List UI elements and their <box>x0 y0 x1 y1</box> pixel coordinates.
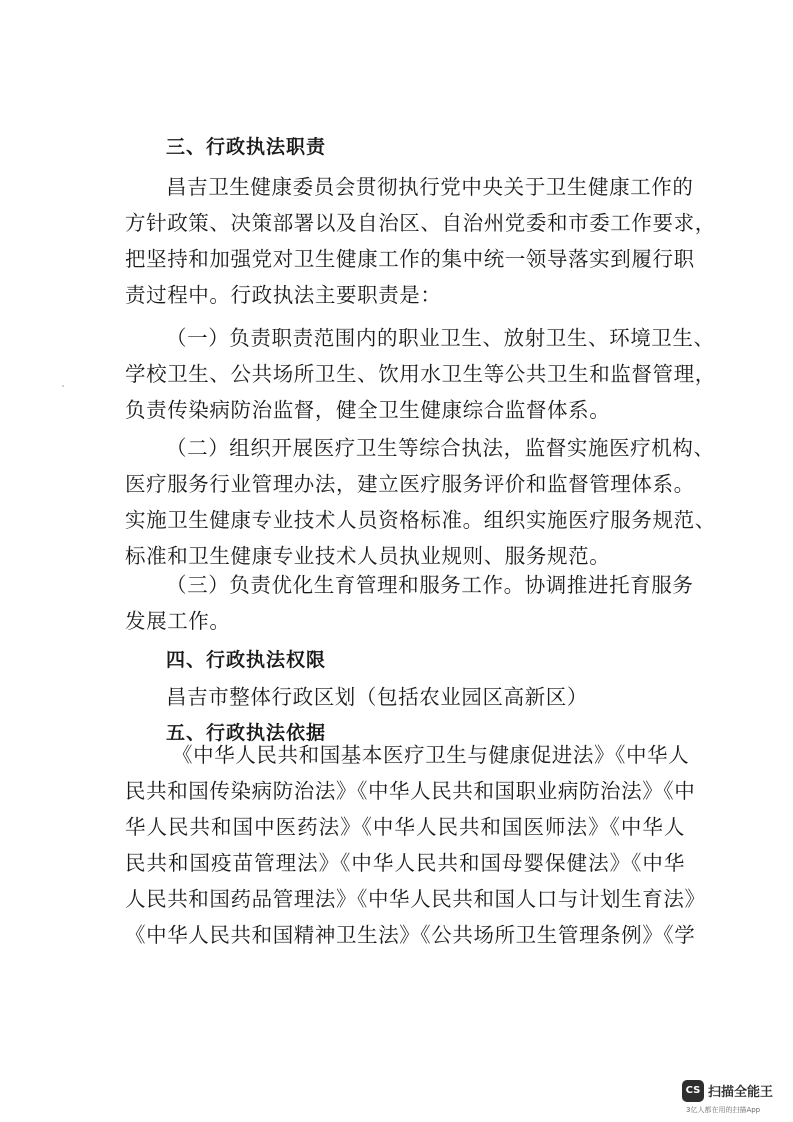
paragraph-line: 责过程中。行政执法主要职责是： <box>125 283 442 307</box>
legal-basis-line: 华人民共和国中医药法》《中华人民共和国医师法》《中华人 <box>125 815 685 839</box>
duty-item-2-line: （二）组织开展医疗卫生等综合执法，监督实施医疗机构、 <box>166 436 715 460</box>
watermark-app-name: 扫描全能王 <box>708 1085 774 1100</box>
duty-item-1-line: 学校卫生、公共场所卫生、饮用水卫生等公共卫生和监督管理， <box>125 362 716 386</box>
duty-item-2-line: 实施卫生健康专业技术人员资格标准。组织实施医疗服务规范、 <box>125 508 716 532</box>
legal-basis-line: 人民共和国药品管理法》《中华人民共和国人口与计划生育法》 <box>125 887 706 911</box>
duty-item-2-line: 标准和卫生健康专业技术人员执业规则、服务规范。 <box>125 544 611 568</box>
authority-text: 昌吉市整体行政区划（包括农业园区高新区） <box>166 685 588 709</box>
paragraph-line: 把坚持和加强党对卫生健康工作的集中统一领导落实到履行职 <box>125 247 695 271</box>
scanner-watermark <box>682 1080 786 1116</box>
section-heading-authority: 四、行政执法权限 <box>166 649 327 671</box>
camscanner-logo-icon: CS <box>682 1080 704 1102</box>
duty-item-2-line: 医疗服务行业管理办法，建立医疗服务评价和监督管理体系。 <box>125 472 695 496</box>
section-heading-legal-basis: 五、行政执法依据 <box>166 722 327 744</box>
paragraph-line: 昌吉卫生健康委员会贯彻执行党中央关于卫生健康工作的 <box>166 175 694 199</box>
legal-basis-line: 《中华人民共和国精神卫生法》《公共场所卫生管理条例》《学 <box>125 923 696 947</box>
legal-basis-line: 民共和国传染病防治法》《中华人民共和国职业病防治法》《中 <box>125 779 696 803</box>
duty-item-3-line: 发展工作。 <box>125 609 231 633</box>
legal-basis-line: 民共和国疫苗管理法》《中华人民共和国母婴保健法》《中华 <box>125 851 685 875</box>
duty-item-1-line: 负责传染病防治监督，健全卫生健康综合监督体系。 <box>125 398 611 422</box>
duty-item-3-line: （三）负责优化生育管理和服务工作。协调推进托育服务 <box>166 573 694 597</box>
paragraph-line: 方针政策、决策部署以及自治区、自治州党委和市委工作要求， <box>125 211 716 235</box>
watermark-slogan: 3亿人都在用的扫描App <box>686 1106 761 1114</box>
section-heading-duties: 三、行政执法职责 <box>166 136 327 158</box>
legal-basis-line: 《中华人民共和国基本医疗卫生与健康促进法》《中华人 <box>172 743 690 767</box>
scan-speck <box>62 385 64 387</box>
duty-item-1-line: （一）负责职责范围内的职业卫生、放射卫生、环境卫生、 <box>166 326 715 350</box>
